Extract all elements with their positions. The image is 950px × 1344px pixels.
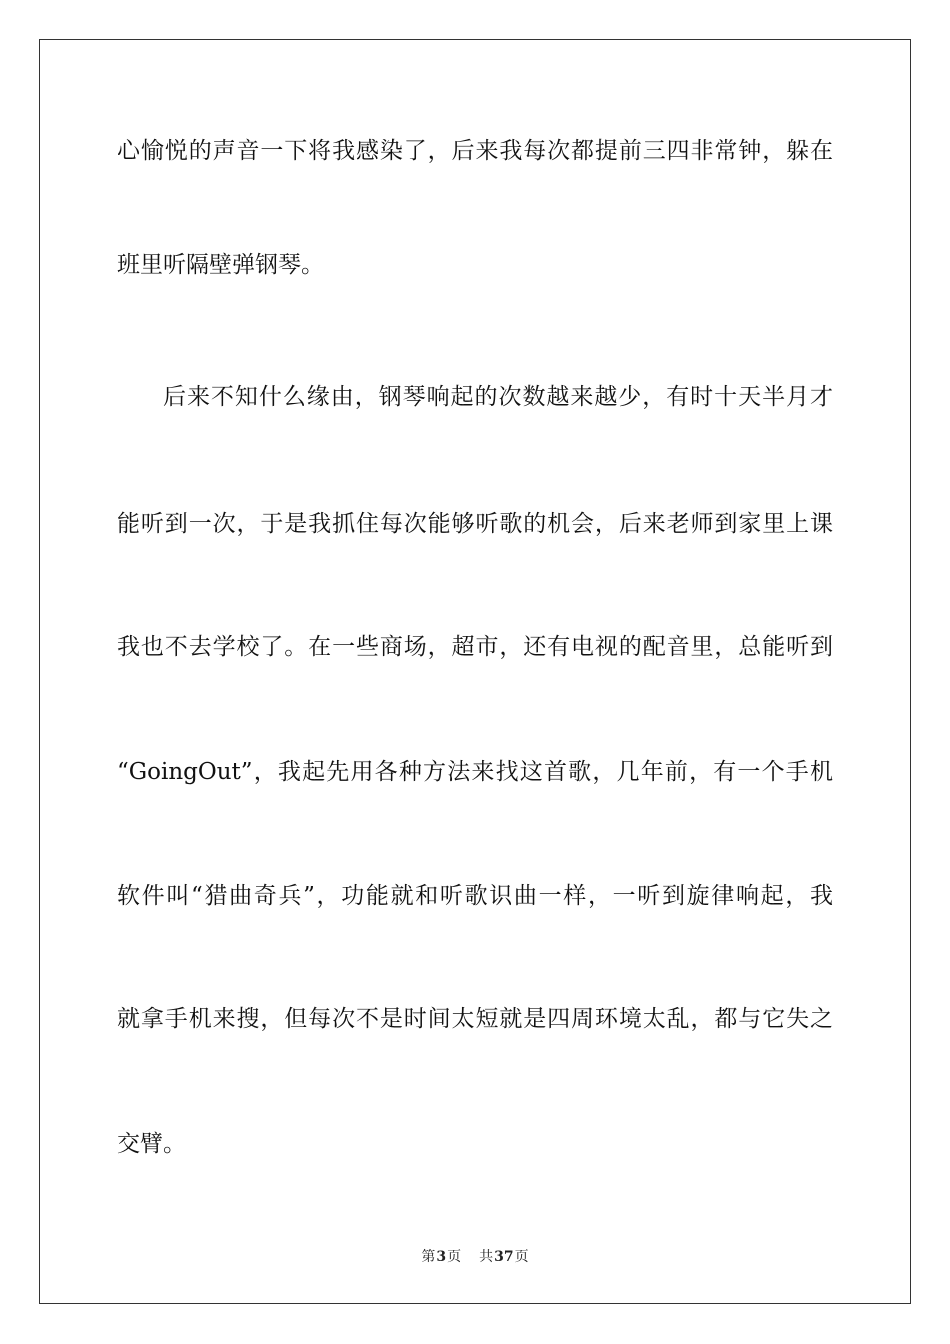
footer-page-current: 3 bbox=[436, 1249, 447, 1265]
footer-page-prefix: 第 bbox=[421, 1249, 436, 1265]
footer-page-total: 37 bbox=[494, 1249, 514, 1265]
paragraph-line: 软件叫“猎曲奇兵”，功能就和听歌识曲一样，一听到旋律响起，我 bbox=[117, 883, 833, 909]
paragraph-line: 班里听隔壁弹钢琴。 bbox=[117, 252, 324, 278]
paragraph-line: 我也不去学校了。在一些商场，超市，还有电视的配音里，总能听到 bbox=[117, 634, 833, 660]
paragraph-first-line: 后来不知什么缘由，钢琴响起的次数越来越少，有时十天半月才 bbox=[163, 384, 833, 410]
paragraph-line: “GoingOut”，我起先用各种方法来找这首歌，几年前，有一个手机 bbox=[117, 759, 833, 785]
page-border bbox=[39, 39, 911, 1304]
paragraph-line: 交臂。 bbox=[117, 1131, 186, 1157]
paragraph-line: 就拿手机来搜，但每次不是时间太短就是四周环境太乱，都与它失之 bbox=[117, 1006, 833, 1032]
paragraph-line: 能听到一次，于是我抓住每次能够听歌的机会，后来老师到家里上课 bbox=[117, 511, 833, 537]
footer-total-unit: 页 bbox=[514, 1249, 529, 1265]
page-footer bbox=[0, 1247, 950, 1267]
footer-page-unit: 页 bbox=[447, 1249, 462, 1265]
paragraph-line: 心愉悦的声音一下将我感染了，后来我每次都提前三四非常钟，躲在 bbox=[117, 138, 833, 164]
footer-total-prefix: 共 bbox=[479, 1249, 494, 1265]
